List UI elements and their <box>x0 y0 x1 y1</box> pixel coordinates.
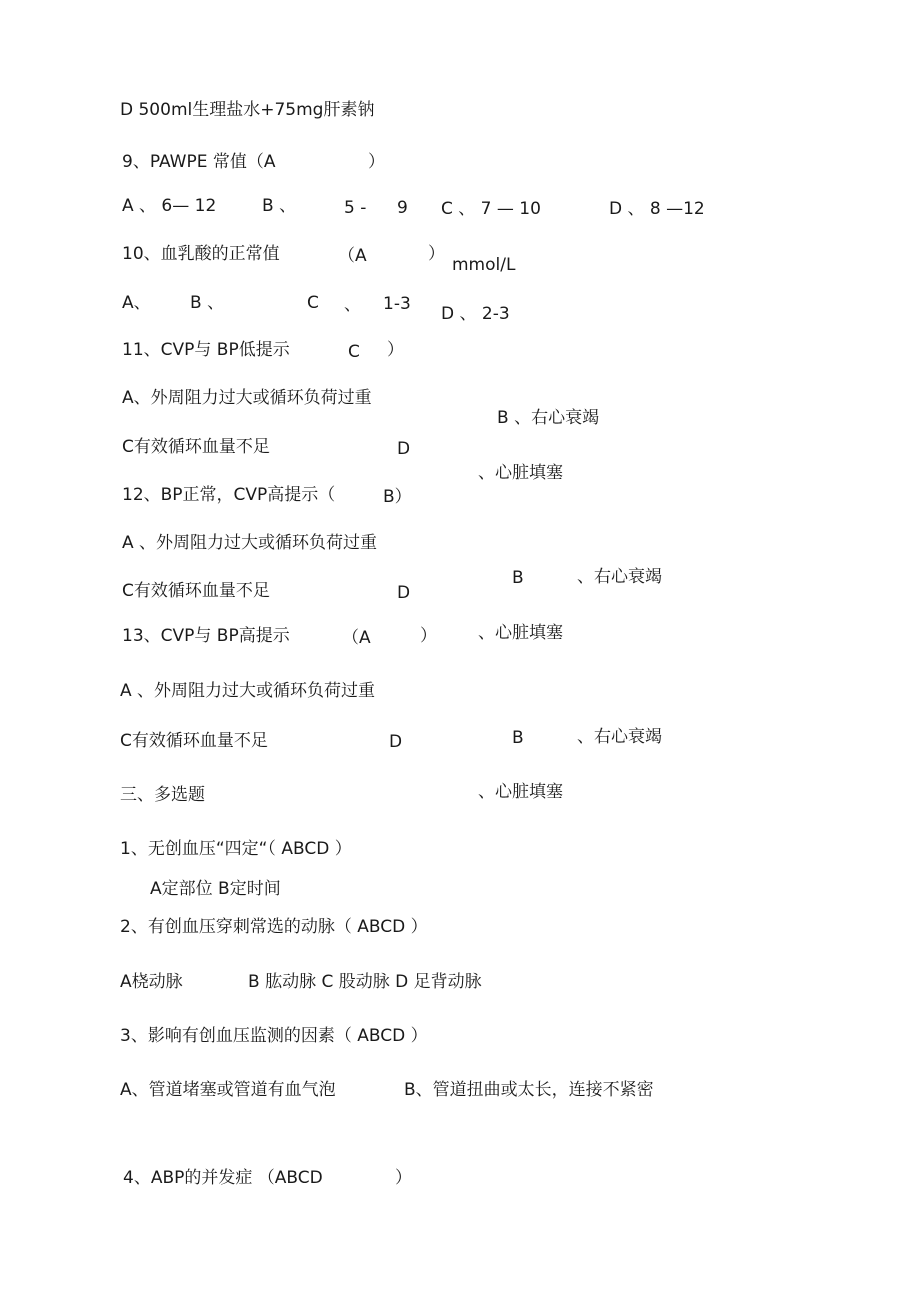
q12-option-a: A 、外周阻力过大或循环负荷过重 <box>122 533 378 553</box>
q9-close: ） <box>368 152 385 172</box>
q9-option-b-value-1: 5 - <box>344 198 367 218</box>
m3-option-b: B、管道扭曲或太长，连接不紧密 <box>404 1080 654 1100</box>
q13-stem: 13、CVP与 BP高提示 <box>122 626 290 646</box>
q11-stem: 11、CVP与 BP低提示 <box>122 340 290 360</box>
q13-option-c: C有效循环血量不足 <box>120 731 268 751</box>
q13-option-d-text: 、心脏填塞 <box>478 782 563 802</box>
m2-options-bcd: B 肱动脉 C 股动脉 D 足背动脉 <box>248 972 482 992</box>
q11-close: ） <box>387 340 404 360</box>
m2-stem: 2、有创血压穿刺常选的动脉（ ABCD ） <box>120 917 428 937</box>
q9-option-d: D 、 8 —12 <box>609 199 705 219</box>
q10-option-c-value: 1-3 <box>383 294 411 314</box>
q8-option-d: D 500ml生理盐水+75mg肝素钠 <box>120 100 375 120</box>
q13-option-d-label: D <box>389 732 403 752</box>
q10-unit: mmol/L <box>452 255 516 275</box>
q13-option-b-text: 、右心衰竭 <box>577 727 662 747</box>
q12-option-c: C有效循环血量不足 <box>122 581 270 601</box>
q9-option-a: A 、 6— 12 <box>122 196 217 216</box>
q13-answer: （A <box>342 628 371 648</box>
q11-option-c: C有效循环血量不足 <box>122 437 270 457</box>
m1-cut-off-text: A定部位 B定时间 <box>150 879 281 899</box>
q11-option-d-text: 、心脏填塞 <box>478 463 563 483</box>
section-title-multiple-choice: 三、多选题 <box>120 785 205 805</box>
q11-option-b: B 、右心衰竭 <box>497 408 600 428</box>
q10-option-b: B 、 <box>190 293 225 313</box>
q12-option-b-label: B <box>512 568 524 588</box>
q9-option-c: C 、 7 — 10 <box>441 199 541 219</box>
m3-option-a: A、管道堵塞或管道有血气泡 <box>120 1080 336 1100</box>
q13-option-b-label: B <box>512 728 524 748</box>
q10-option-d: D 、 2-3 <box>441 304 510 324</box>
q9-option-b-label: B 、 <box>262 196 297 216</box>
m4-close: ） <box>395 1168 412 1188</box>
q10-option-a: A、 <box>122 293 151 313</box>
q12-answer: B） <box>383 487 412 507</box>
q12-option-d-text: 、心脏填塞 <box>478 623 563 643</box>
q9-stem: 9、PAWPE 常值（A <box>122 152 276 172</box>
q10-stem: 10、血乳酸的正常值 <box>122 244 280 264</box>
q12-option-b-text: 、右心衰竭 <box>577 567 662 587</box>
m3-stem: 3、影响有创血压监测的因素（ ABCD ） <box>120 1026 428 1046</box>
q13-option-a: A 、外周阻力过大或循环负荷过重 <box>120 681 376 701</box>
q10-answer: （A <box>338 246 367 266</box>
m1-cut-off-line <box>150 879 320 900</box>
q9-option-b-value-2: 9 <box>397 198 408 218</box>
q12-option-d-label: D <box>397 583 411 603</box>
m4-stem: 4、ABP的并发症 （ABCD <box>123 1168 323 1188</box>
q11-option-a: A、外周阻力过大或循环负荷过重 <box>122 388 372 408</box>
m2-option-a: A桡动脉 <box>120 972 183 992</box>
q10-close: ） <box>428 244 445 264</box>
q10-option-c-label: C <box>307 293 319 313</box>
q10-option-c-separator: 、 <box>344 295 361 315</box>
q12-stem: 12、BP正常，CVP高提示（ <box>122 485 336 505</box>
q11-option-d-label: D <box>397 439 411 459</box>
q11-answer: C <box>348 342 360 362</box>
q13-close: ） <box>420 626 437 646</box>
m1-stem: 1、无创血压“四定“（ ABCD ） <box>120 839 352 859</box>
